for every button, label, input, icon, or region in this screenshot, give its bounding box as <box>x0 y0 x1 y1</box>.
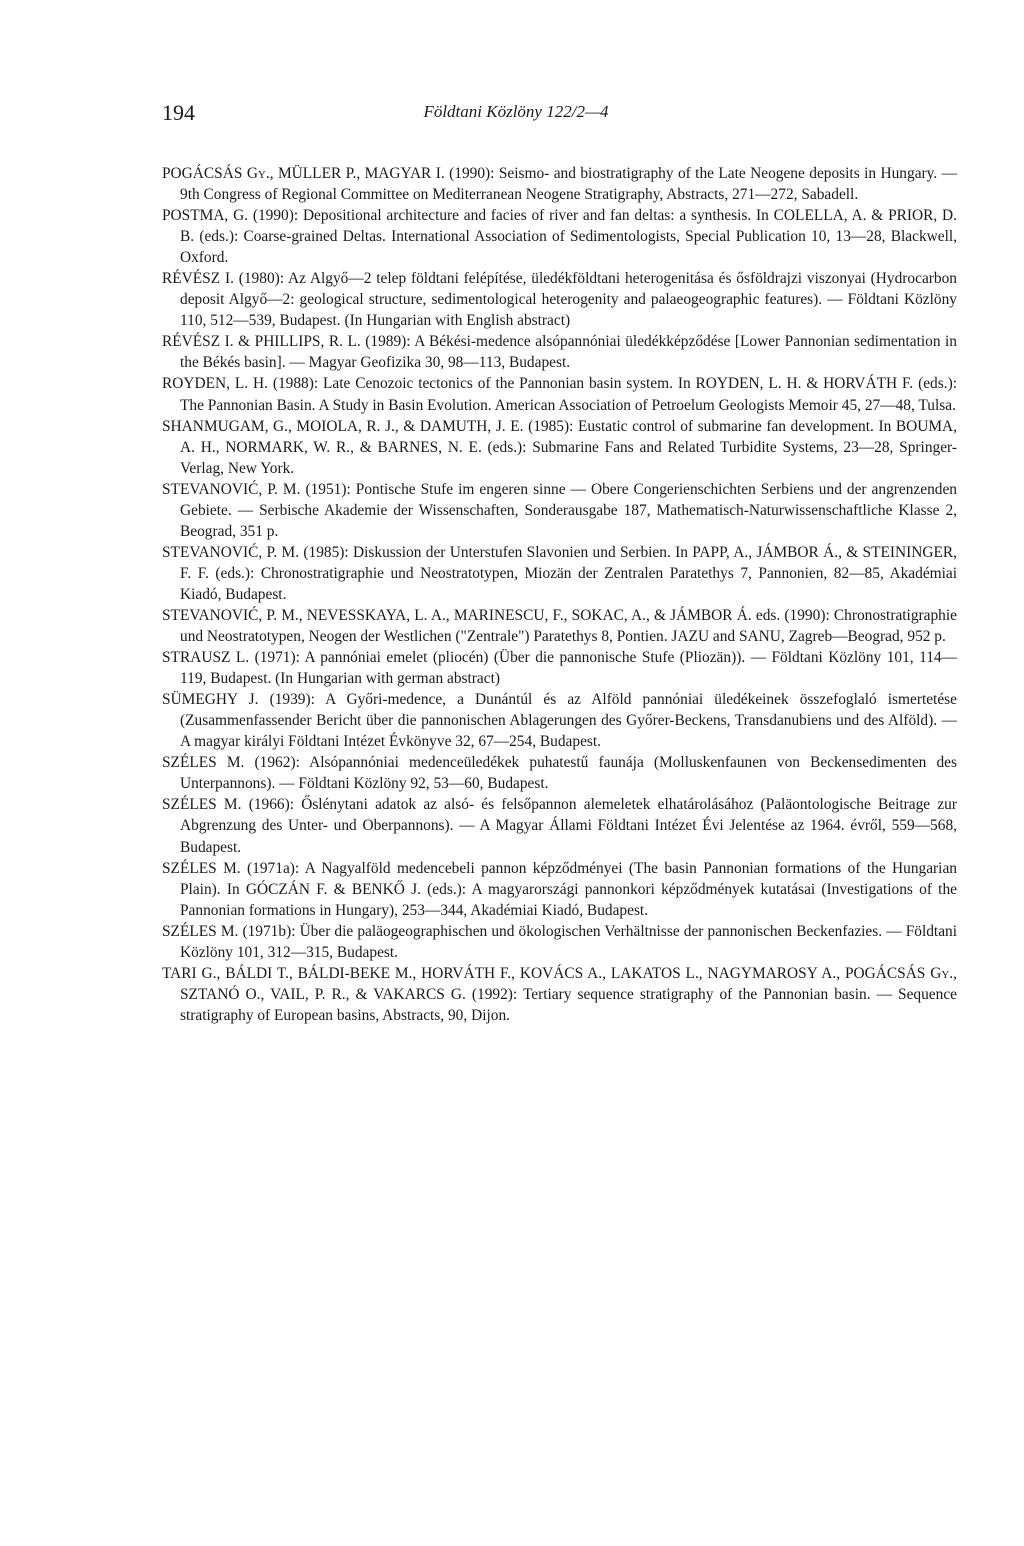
reference-text: (1992): Tertiary sequence stratigraphy of the Pannonian basin. — Sequence stratigraphy of European basins, Abstracts, 90, Dijon. <box>180 985 957 1024</box>
reference-authors: TARI G., BÁLDI T., BÁLDI-BEKE M., HORVÁTH F., KOVÁCS A., LAKATOS L., NAGYMAROSY A., POGÁCSÁS Gy., SZTANÓ O., VAIL, P. R., & VAKARCS G. <box>162 964 957 1003</box>
reference-entry <box>162 373 957 415</box>
reference-authors: STEVANOVIĆ, P. M. <box>162 480 301 498</box>
reference-entry <box>162 921 957 963</box>
reference-entry <box>162 858 957 921</box>
reference-entry <box>162 268 957 331</box>
reference-authors: STEVANOVIĆ, P. M. <box>162 543 300 561</box>
reference-text: eds. (1990): Chronostratigraphie und Neostratotypen, Neogen der Westlichen ("Zentrale") Paratethys 8, Pontien. JAZU and SANU, Zagreb—Beograd, 952 p. <box>180 606 957 646</box>
reference-entry <box>162 647 957 689</box>
reference-authors: SÜMEGHY J. <box>162 691 259 709</box>
reference-authors: SZÉLES M. <box>162 922 239 940</box>
reference-text: (1966): Őslénytani adatok az alsó- és felsőpannon alemeletek elhatárolásához (Paläontologische Beitrage zur Abgrenzung des Unter- und Oberpannons). — A Magyar Állami Földtani Intézet Évi Jelentése az 1964. évről, 559—568, Budapest. <box>180 796 957 856</box>
reference-authors: SZÉLES M. <box>162 754 245 772</box>
reference-authors: RÉVÉSZ I. <box>162 270 234 288</box>
reference-text: (1980): Az Algyő—2 telep földtani felépítése, üledékföldtani heterogenitása és ősföldrajzi viszonyai (Hydrocarbon deposit Algyő—2: geological structure, sedimentological heterogenity and palaeogeographic features). — Földtani Közlöny 110, 512—539, Budapest. (In Hungarian with English abstract) <box>180 270 957 330</box>
reference-entry <box>162 794 957 857</box>
reference-entry <box>162 752 957 794</box>
reference-text: (1985): Eustatic control of submarine fan development. In BOUMA, A. H., NORMARK, W. R., & BARNES, N. E. (eds.): Submarine Fans and Related Turbidite Systems, 23—28, Springer-Verlag, New York. <box>180 417 957 477</box>
page-header <box>162 100 870 130</box>
page-number: 194 <box>162 100 195 125</box>
reference-entry <box>162 479 957 542</box>
reference-authors: STEVANOVIĆ, P. M., NEVESSKAYA, L. A., MARINESCU, F., SOKAC, A., & JÁMBOR Á. <box>162 606 752 624</box>
reference-entry <box>162 205 957 268</box>
reference-text: (1951): Pontische Stufe im engeren sinne — Obere Congerienschichten Serbiens und der angrenzenden Gebiete. — Serbische Akademie der Wissenschaften, Sonderausgabe 187, Mathematisch-Naturwissenschaftliche Klasse 2, Beograd, 351 p. <box>180 480 957 540</box>
reference-entry <box>162 605 957 647</box>
reference-text: (1985): Diskussion der Unterstufen Slavonien und Serbien. In PAPP, A., JÁMBOR Á., & STEININGER, F. F. (eds.): Chronostratigraphie und Neostratotypen, Miozän der Zentralen Paratethys 7, Pannonien, 82—85, Akadémiai Kiadó, Budapest. <box>180 543 957 603</box>
reference-text: (1988): Late Cenozoic tectonics of the Pannonian basin system. In ROYDEN, L. H. & HORVÁTH F. (eds.): The Pannonian Basin. A Study in Basin Evolution. American Association of Petroelum Geologists Memoir 45, 27—48, Tulsa. <box>180 375 957 414</box>
reference-text: (1990): Depositional architecture and facies of river and fan deltas: a synthesis. In COLELLA, A. & PRIOR, D. B. (eds.): Coarse-grained Deltas. International Association of Sedimentologists, Special Publication 10, 13—28, Blackwell, Oxford. <box>180 207 957 267</box>
reference-text: (1971): A pannóniai emelet (pliocén) (Über die pannonische Stufe (Pliozän)). — Földtani Közlöny 101, 114—119, Budapest. (In Hungarian with german abstract) <box>180 649 957 688</box>
reference-text: (1971a): A Nagyalföld medencebeli pannon képződményei (The basin Pannonian formations of the Hungarian Plain). In GÓCZÁN F. & BENKŐ J. (eds.): A magyarországi pannonkori képződmények kutatásai (Investigations of the Pannonian formations in Hungary), 253—344, Akadémiai Kiadó, Budapest. <box>180 859 957 919</box>
reference-text: (1962): Alsópannóniai medenceüledékek puhatestű faunája (Molluskenfaunen von Beckensedimenten des Unterpannons). — Földtani Közlöny 92, 53—60, Budapest. <box>180 754 957 793</box>
reference-authors: POSTMA, G. <box>162 207 249 225</box>
reference-text: (1939): A Győri-medence, a Dunántúl és az Alföld pannóniai üledékeinek összefoglaló ismertetése (Zusammenfassender Bericht über die pannonischen Ablagerungen des Győrer-Beckens, Transdanubiens und des Alföld). — A magyar királyi Földtani Intézet Évkönyve 32, 67—254, Budapest. <box>180 691 957 751</box>
reference-authors: STRAUSZ L. <box>162 649 250 667</box>
reference-authors: POGÁCSÁS Gy., MÜLLER P., MAGYAR I. <box>162 165 445 182</box>
reference-entry <box>162 416 957 479</box>
reference-entry <box>162 963 957 1026</box>
reference-entry <box>162 689 957 752</box>
reference-entry <box>162 542 957 605</box>
reference-authors: SZÉLES M. <box>162 859 241 877</box>
reference-entry <box>162 163 957 205</box>
reference-authors: RÉVÉSZ I. & PHILLIPS, R. L. <box>162 333 361 351</box>
reference-text: (1971b): Über die paläogeographischen und ökologischen Verhältnisse der pannonischen Beckenfazies. — Földtani Közlöny 101, 312—315, Budapest. <box>180 922 957 961</box>
reference-list <box>162 163 957 1026</box>
reference-authors: ROYDEN, L. H. <box>162 375 268 393</box>
reference-entry <box>162 331 957 373</box>
reference-authors: SHANMUGAM, G., MOIOLA, R. J., & DAMUTH, J. E. <box>162 417 524 435</box>
reference-authors: SZÉLES M. <box>162 796 242 814</box>
journal-title: Földtani Közlöny 122/2—4 <box>423 102 609 121</box>
reference-text: (1990): Seismo- and biostratigraphy of the Late Neogene deposits in Hungary. — 9th Congress of Regional Committee on Mediterranean Neogene Stratigraphy, Abstracts, 271—272, Sabadell. <box>180 165 957 204</box>
reference-text: (1989): A Békési-medence alsópannóniai üledékképződése [Lower Pannonian sedimentation in the Békés basin]. — Magyar Geofizika 30, 98—113, Budapest. <box>180 333 957 372</box>
